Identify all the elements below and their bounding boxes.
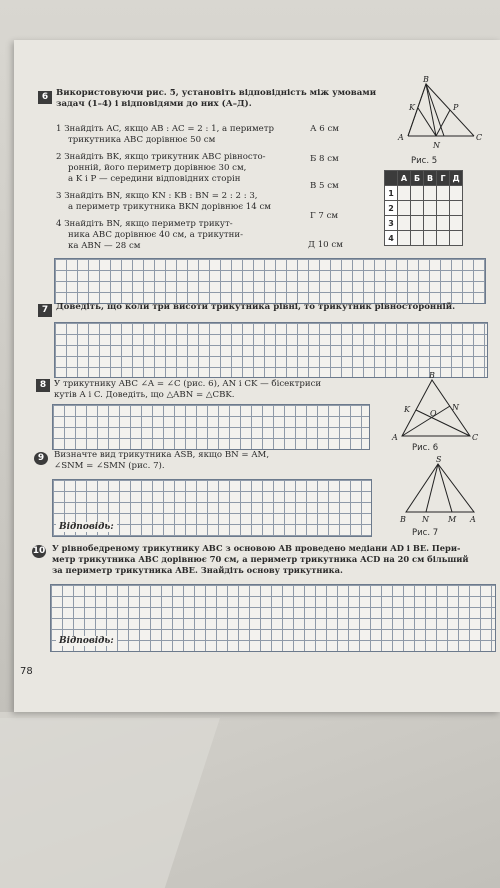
task9-answer-label: Відповідь: xyxy=(56,522,117,532)
task6-item3-line2: а периметр трикутника BKN дорівнює 14 см xyxy=(68,202,271,212)
answer-cell[interactable] xyxy=(437,201,450,216)
answer-cell[interactable] xyxy=(411,216,424,231)
figure7-caption: Рис. 7 xyxy=(412,528,439,538)
task10-work-grid[interactable] xyxy=(50,584,496,652)
table-corner xyxy=(385,171,398,186)
task6-intro-line2: задач (1–4) і відповідями до них (А–Д). xyxy=(56,99,252,109)
task9-line1: Визначте вид трикутника ASB, якщо BN = AM, xyxy=(54,450,270,460)
table-col-g: Г xyxy=(437,171,450,186)
fig5-label-c: C xyxy=(476,133,483,142)
task6-answer-g: Г 7 см xyxy=(310,211,339,221)
answer-cell[interactable] xyxy=(450,216,463,231)
task6-intro-line1: Використовуючи рис. 5, установіть відповідність між умовами xyxy=(56,88,377,98)
task10-line2: метр трикутника ABC дорівнює 70 см, а периметр трикутника ACD на 20 см більший xyxy=(52,554,469,564)
table-row-3-label: 3 xyxy=(385,216,398,231)
answer-cell[interactable] xyxy=(398,231,411,246)
fig5-label-p: P xyxy=(453,103,459,112)
answer-cell[interactable] xyxy=(437,231,450,246)
task6-item4-line3: ка ABN — 28 см xyxy=(68,241,141,251)
task10-line3: за периметр трикутника ABE. Знайдіть основу трикутника. xyxy=(52,565,343,575)
answer-cell[interactable] xyxy=(450,186,463,201)
table-row-2-label: 2 xyxy=(385,201,398,216)
fig5-label-n: N xyxy=(433,141,440,150)
task7-number: 7 xyxy=(38,304,52,317)
task8-line1: У трикутнику ABC ∠A = ∠C (рис. 6), AN і CK — бісектриси xyxy=(54,379,322,389)
figure5-caption: Рис. 5 xyxy=(411,156,438,166)
task6-item4-line2: ника ABC дорівнює 40 см, а трикутни- xyxy=(68,230,243,240)
fig7-label-s: S xyxy=(436,455,442,464)
task6-answer-b: Б 8 см xyxy=(310,154,339,164)
fig6-label-b: B xyxy=(429,371,435,380)
table-col-a: А xyxy=(398,171,411,186)
figure6-triangle xyxy=(386,370,486,442)
answer-cell[interactable] xyxy=(411,186,424,201)
answer-cell[interactable] xyxy=(424,216,437,231)
task7-text: Доведіть, що коли три висоти трикутника рівні, то трикутник рівносторонній. xyxy=(56,302,456,312)
answer-cell[interactable] xyxy=(450,231,463,246)
task10-answer-label: Відповідь: xyxy=(56,636,117,646)
fig6-label-o: O xyxy=(430,409,437,418)
task6-answer-d: Д 10 см xyxy=(308,240,343,250)
task6-item3-line1: 3 Знайдіть BN, якщо KN : KB : BN = 2 : 2 : 3, xyxy=(56,191,258,201)
figure7-triangle xyxy=(386,454,490,526)
task6-number: 6 xyxy=(38,91,52,104)
answer-cell[interactable] xyxy=(411,231,424,246)
fig7-label-a: A xyxy=(470,515,476,524)
answer-cell[interactable] xyxy=(424,201,437,216)
answer-cell[interactable] xyxy=(450,201,463,216)
figure5-triangle xyxy=(378,74,490,154)
task6-item4-line1: 4 Знайдіть BN, якщо периметр трикут- xyxy=(56,219,233,229)
fig5-label-a: A xyxy=(398,133,404,142)
task6-answer-v: В 5 см xyxy=(310,181,339,191)
fig5-label-k: K xyxy=(409,103,415,112)
fig7-label-n: N xyxy=(422,515,429,524)
task6-work-grid[interactable] xyxy=(54,258,486,304)
answer-cell[interactable] xyxy=(411,201,424,216)
workbook-page xyxy=(14,40,500,712)
answer-cell[interactable] xyxy=(398,186,411,201)
answer-cell[interactable] xyxy=(424,186,437,201)
task6-item2-line1: 2 Знайдіть BK, якщо трикутник ABC рівносто- xyxy=(56,152,266,162)
task10-number: 10 xyxy=(32,546,46,556)
answer-cell[interactable] xyxy=(437,186,450,201)
fig6-label-a: A xyxy=(392,433,398,442)
answer-cell[interactable] xyxy=(398,201,411,216)
task6-item2-line2: ронній, його периметр дорівнює 30 см, xyxy=(68,163,247,173)
answer-cell[interactable] xyxy=(424,231,437,246)
task6-answer-table xyxy=(384,170,463,246)
table-col-d: Д xyxy=(450,171,463,186)
task6-item1-line2: трикутника ABC дорівнює 50 см xyxy=(68,135,216,145)
task9-line2: ∠SNM = ∠SMN (рис. 7). xyxy=(54,461,165,471)
task6-answer-a: А 6 см xyxy=(310,124,339,134)
fig6-label-c: C xyxy=(472,433,479,442)
figure6-caption: Рис. 6 xyxy=(412,443,439,453)
task8-number: 8 xyxy=(36,379,50,392)
fig6-label-n: N xyxy=(452,403,459,412)
task6-item2-line3: а K і P — середини відповідних сторін xyxy=(68,174,241,184)
task9-number: 9 xyxy=(34,452,48,465)
task8-line2: кутів A і C. Доведіть, що △ABN = △CBK. xyxy=(54,390,235,400)
table-row-4-label: 4 xyxy=(385,231,398,246)
answer-cell[interactable] xyxy=(398,216,411,231)
fig6-label-k: K xyxy=(404,405,410,414)
table-row-1-label: 1 xyxy=(385,186,398,201)
fig5-label-b: B xyxy=(423,75,429,84)
fig7-label-b: B xyxy=(400,515,406,524)
page-number: 78 xyxy=(20,666,33,677)
fig7-label-m: M xyxy=(448,515,457,524)
task10-line1: У рівнобедреному трикутнику ABC з основою AB проведено медіани AD і BE. Пери- xyxy=(52,543,461,553)
table-col-v: В xyxy=(424,171,437,186)
task6-item1-line1: 1 Знайдіть AC, якщо AB : AC = 2 : 1, а периметр xyxy=(56,124,274,134)
answer-cell[interactable] xyxy=(437,216,450,231)
task8-work-grid[interactable] xyxy=(52,404,370,450)
table-col-b: Б xyxy=(411,171,424,186)
